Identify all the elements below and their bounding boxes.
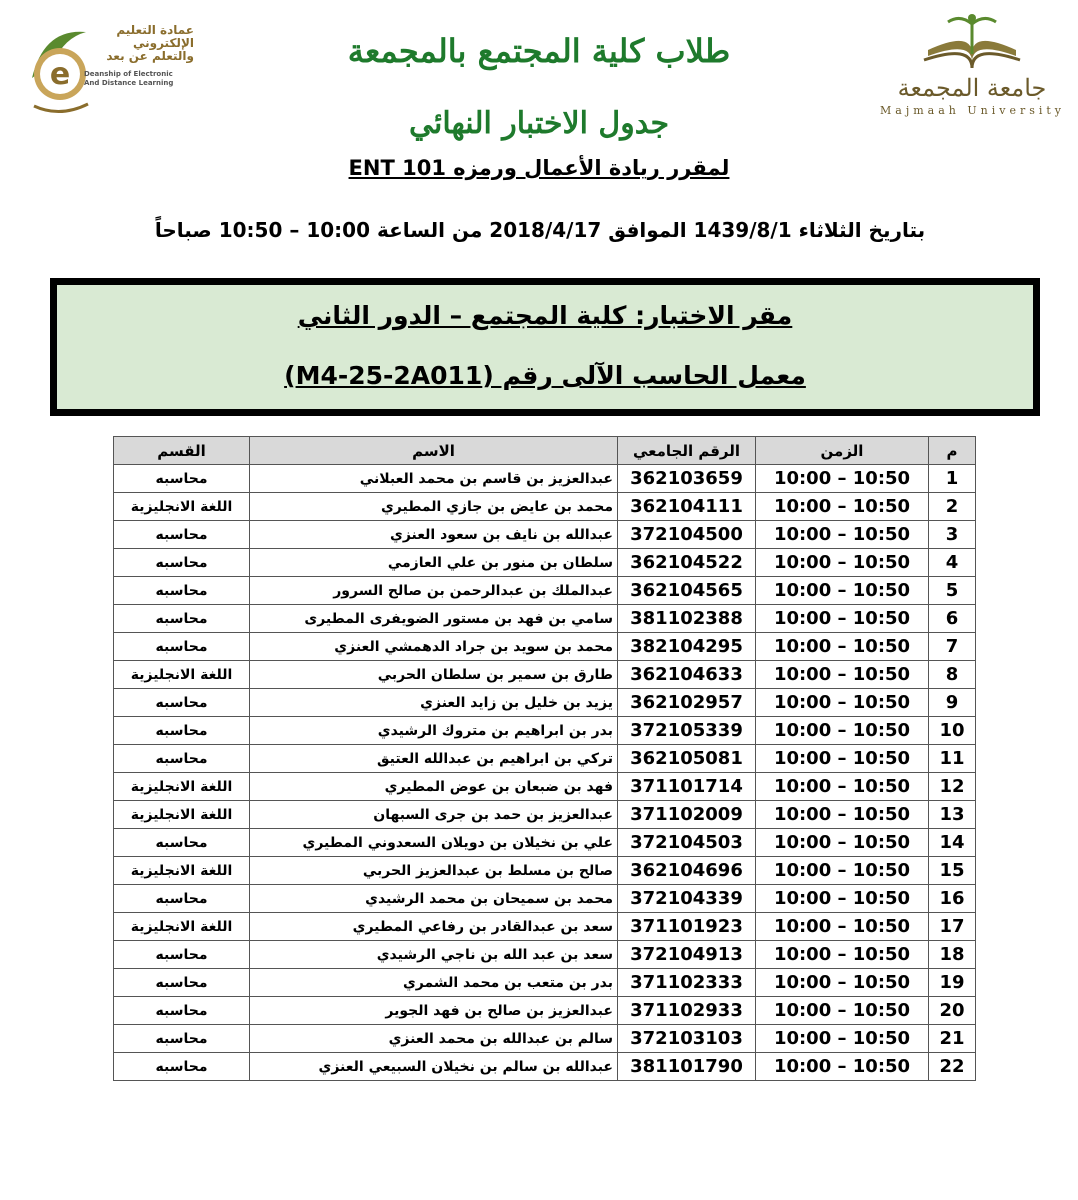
open-book-icon	[880, 10, 1065, 74]
student-name-cell: محمد بن عايض بن جازي المطيري	[250, 493, 618, 521]
header-time: الزمن	[756, 437, 929, 465]
deanship-ar-line-1: عمادة التعليم	[116, 23, 194, 37]
student-id-cell: 371101923	[618, 913, 756, 941]
department-cell: محاسبه	[114, 997, 250, 1025]
row-number-cell: 17	[929, 913, 976, 941]
student-name-cell: فهد بن ضبعان بن عوض المطيري	[250, 773, 618, 801]
exam-time-cell: 10:00 – 10:50	[756, 633, 929, 661]
deanship-logo	[24, 14, 194, 120]
table-row	[114, 829, 976, 857]
table-row	[114, 465, 976, 493]
exam-time-cell: 10:00 – 10:50	[756, 913, 929, 941]
row-number-cell: 21	[929, 1025, 976, 1053]
table-row	[114, 1053, 976, 1081]
header-name: الاسم	[250, 437, 618, 465]
row-number-cell: 1	[929, 465, 976, 493]
department-cell: اللغة الانجليزية	[114, 493, 250, 521]
e-learning-emblem-icon	[24, 18, 94, 118]
department-cell: محاسبه	[114, 689, 250, 717]
department-cell: محاسبه	[114, 577, 250, 605]
table-row	[114, 1025, 976, 1053]
deanship-arabic-name	[90, 24, 194, 63]
table-row	[114, 633, 976, 661]
department-cell: اللغة الانجليزية	[114, 801, 250, 829]
student-id-cell: 371102933	[618, 997, 756, 1025]
student-name-cell: سعد بن عبد الله بن ناجي الرشيدي	[250, 941, 618, 969]
student-name-cell: سعد بن عبدالقادر بن رفاعي المطيري	[250, 913, 618, 941]
row-number-cell: 9	[929, 689, 976, 717]
department-cell: محاسبه	[114, 885, 250, 913]
exam-time-cell: 10:00 – 10:50	[756, 465, 929, 493]
course-line	[260, 156, 818, 180]
table-row	[114, 577, 976, 605]
student-id-cell: 371101714	[618, 773, 756, 801]
student-id-cell: 371102333	[618, 969, 756, 997]
exam-time-cell: 10:00 – 10:50	[756, 493, 929, 521]
row-number-cell: 18	[929, 941, 976, 969]
student-name-cell: عبدالله بن سالم بن نخيلان السبيعي العنزي	[250, 1053, 618, 1081]
student-id-cell: 362105081	[618, 745, 756, 773]
student-name-cell: عبدالعزيز بن حمد بن جرى السبهان	[250, 801, 618, 829]
majmaah-university-logo	[880, 10, 1065, 120]
student-id-cell: 362104565	[618, 577, 756, 605]
deanship-ar-line-3: والتعلم عن بعد	[106, 49, 194, 63]
department-cell: اللغة الانجليزية	[114, 661, 250, 689]
exam-time-cell: 10:00 – 10:50	[756, 605, 929, 633]
exam-time-cell: 10:00 – 10:50	[756, 1025, 929, 1053]
student-id-cell: 372103103	[618, 1025, 756, 1053]
exam-schedule-heading: جدول الاختبار النهائي	[408, 106, 670, 141]
exam-time-cell: 10:00 – 10:50	[756, 717, 929, 745]
computer-lab-line	[57, 361, 1033, 390]
table-row	[114, 605, 976, 633]
student-name-cell: سلطان بن منور بن علي العازمي	[250, 549, 618, 577]
student-name-cell: سامي بن فهد بن مستور الضويفرى المطيرى	[250, 605, 618, 633]
exam-time-cell: 10:00 – 10:50	[756, 521, 929, 549]
exam-time-cell: 10:00 – 10:50	[756, 969, 929, 997]
student-name-cell: محمد بن سميحان بن محمد الرشيدي	[250, 885, 618, 913]
exam-time-cell: 10:00 – 10:50	[756, 801, 929, 829]
row-number-cell: 8	[929, 661, 976, 689]
student-name-cell: عبدالعزيز بن قاسم بن محمد العبلاني	[250, 465, 618, 493]
row-number-cell: 10	[929, 717, 976, 745]
table-row	[114, 661, 976, 689]
exam-time-cell: 10:00 – 10:50	[756, 1053, 929, 1081]
exam-time-cell: 10:00 – 10:50	[756, 689, 929, 717]
department-cell: محاسبه	[114, 717, 250, 745]
row-number-cell: 6	[929, 605, 976, 633]
student-id-cell: 362103659	[618, 465, 756, 493]
student-id-cell: 372104339	[618, 885, 756, 913]
university-english-name: Majmaah University	[880, 104, 1066, 117]
student-id-cell: 371102009	[618, 801, 756, 829]
student-name-cell: عبدالعزيز بن صالح بن فهد الجوير	[250, 997, 618, 1025]
exam-time-cell: 10:00 – 10:50	[756, 857, 929, 885]
deanship-english-name	[84, 70, 194, 88]
student-id-cell: 362104111	[618, 493, 756, 521]
student-name-cell: عبدالله بن نايف بن سعود العنزي	[250, 521, 618, 549]
student-name-cell: تركي بن ابراهيم بن عبدالله العتيق	[250, 745, 618, 773]
row-number-cell: 5	[929, 577, 976, 605]
exam-time-cell: 10:00 – 10:50	[756, 745, 929, 773]
students-table	[113, 436, 976, 1081]
table-body	[114, 465, 976, 1081]
student-name-cell: طارق بن سمير بن سلطان الحربي	[250, 661, 618, 689]
department-cell: محاسبه	[114, 465, 250, 493]
header-num: م	[929, 437, 976, 465]
logo-letter: e	[49, 57, 71, 92]
deanship-en-line-2: And Distance Learning	[84, 79, 174, 87]
department-cell: محاسبه	[114, 633, 250, 661]
row-number-cell: 16	[929, 885, 976, 913]
student-id-cell: 381101790	[618, 1053, 756, 1081]
row-number-cell: 3	[929, 521, 976, 549]
department-cell: محاسبه	[114, 1053, 250, 1081]
student-name-cell: بدر بن متعب بن محمد الشمري	[250, 969, 618, 997]
exam-time-cell: 10:00 – 10:50	[756, 885, 929, 913]
deanship-en-line-1: Deanship of Electronic	[84, 70, 173, 78]
table-row	[114, 913, 976, 941]
department-cell: اللغة الانجليزية	[114, 913, 250, 941]
row-number-cell: 19	[929, 969, 976, 997]
row-number-cell: 14	[929, 829, 976, 857]
student-id-cell: 362104522	[618, 549, 756, 577]
exam-time-cell: 10:00 – 10:50	[756, 773, 929, 801]
exam-time-cell: 10:00 – 10:50	[756, 829, 929, 857]
row-number-cell: 7	[929, 633, 976, 661]
student-id-cell: 381102388	[618, 605, 756, 633]
department-cell: محاسبه	[114, 1025, 250, 1053]
exam-time-cell: 10:00 – 10:50	[756, 577, 929, 605]
student-id-cell: 362102957	[618, 689, 756, 717]
table-header-row	[114, 437, 976, 465]
table-row	[114, 717, 976, 745]
row-number-cell: 15	[929, 857, 976, 885]
exam-location-text: مقر الاختبار: كلية المجتمع – الدور الثاني	[297, 301, 793, 330]
student-name-cell: محمد بن سويد بن جراد الدهمشي العنزي	[250, 633, 618, 661]
student-name-cell: عبدالملك بن عبدالرحمن بن صالح السرور	[250, 577, 618, 605]
university-arabic-name: جامعة المجمعة	[897, 74, 1047, 102]
exam-location-panel	[56, 284, 1034, 410]
department-cell: محاسبه	[114, 521, 250, 549]
table-row	[114, 801, 976, 829]
table-row	[114, 885, 976, 913]
department-cell: محاسبه	[114, 941, 250, 969]
exam-location-line	[57, 301, 1033, 330]
table-row	[114, 549, 976, 577]
student-name-cell: يزيد بن خليل بن زايد العنزي	[250, 689, 618, 717]
student-name-cell: سالم بن عبدالله بن محمد العنزي	[250, 1025, 618, 1053]
student-id-cell: 372105339	[618, 717, 756, 745]
table-row	[114, 773, 976, 801]
student-id-cell: 372104913	[618, 941, 756, 969]
row-number-cell: 12	[929, 773, 976, 801]
student-id-cell: 362104633	[618, 661, 756, 689]
student-id-cell: 362104696	[618, 857, 756, 885]
header-id: الرقم الجامعي	[618, 437, 756, 465]
row-number-cell: 20	[929, 997, 976, 1025]
row-number-cell: 11	[929, 745, 976, 773]
exam-time-cell: 10:00 – 10:50	[756, 549, 929, 577]
table-row	[114, 493, 976, 521]
department-cell: محاسبه	[114, 605, 250, 633]
department-cell: محاسبه	[114, 969, 250, 997]
row-number-cell: 4	[929, 549, 976, 577]
table-row	[114, 941, 976, 969]
date-line: بتاريخ الثلاثاء 1439/8/1 الموافق 2018/4/17 من الساعة 10:00 – 10:50 صباحاً	[154, 218, 926, 242]
student-id-cell: 372104500	[618, 521, 756, 549]
row-number-cell: 13	[929, 801, 976, 829]
department-cell: اللغة الانجليزية	[114, 857, 250, 885]
exam-time-cell: 10:00 – 10:50	[756, 997, 929, 1025]
student-name-cell: بدر بن ابراهيم بن متروك الرشيدي	[250, 717, 618, 745]
header-dept: القسم	[114, 437, 250, 465]
deanship-ar-line-2: الإلكتروني	[132, 36, 194, 50]
table-row	[114, 969, 976, 997]
exam-time-cell: 10:00 – 10:50	[756, 941, 929, 969]
row-number-cell: 2	[929, 493, 976, 521]
student-name-cell: صالح بن مسلط بن عبدالعزيز الحربي	[250, 857, 618, 885]
course-line-text: لمقرر ريادة الأعمال ورمزه ENT 101	[348, 156, 730, 180]
department-cell: اللغة الانجليزية	[114, 773, 250, 801]
student-id-cell: 372104503	[618, 829, 756, 857]
table-row	[114, 521, 976, 549]
page-title: طلاب كلية المجتمع بالمجمعة	[347, 32, 731, 70]
department-cell: محاسبه	[114, 829, 250, 857]
table-row	[114, 689, 976, 717]
student-id-cell: 382104295	[618, 633, 756, 661]
exam-time-cell: 10:00 – 10:50	[756, 661, 929, 689]
computer-lab-text: معمل الحاسب الآلى رقم (M4-25-2A011)	[284, 361, 806, 390]
table-row	[114, 857, 976, 885]
department-cell: محاسبه	[114, 549, 250, 577]
row-number-cell: 22	[929, 1053, 976, 1081]
exam-location-box	[50, 278, 1040, 416]
table-row	[114, 745, 976, 773]
department-cell: محاسبه	[114, 745, 250, 773]
table-row	[114, 997, 976, 1025]
student-name-cell: علي بن نخيلان بن دويلان السعدوني المطيري	[250, 829, 618, 857]
